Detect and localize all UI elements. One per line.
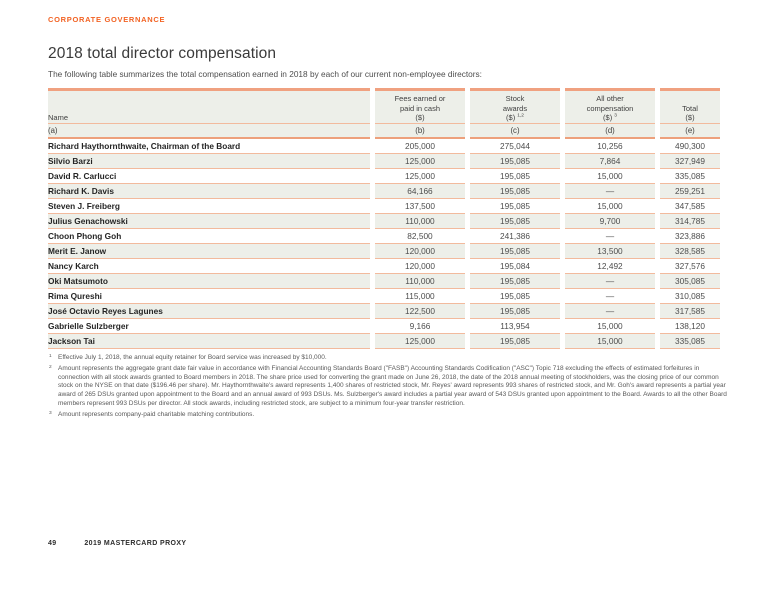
other-cell: 7,864 [565,154,655,169]
table-row [48,289,720,304]
table-row [48,334,720,349]
table-row [48,304,720,319]
total-cell: 327,949 [660,154,720,169]
col-letter-fees: (b) [375,124,465,139]
stock-cell: 195,085 [470,304,560,319]
total-cell: 317,585 [660,304,720,319]
footnote [48,354,732,363]
other-cell: — [565,274,655,289]
director-name-cell: Rima Qureshi [48,289,370,304]
footnote [48,411,732,420]
director-name-cell: Merit E. Janow [48,244,370,259]
stock-cell: 195,085 [470,334,560,349]
other-cell: 12,492 [565,259,655,274]
total-cell: 138,120 [660,319,720,334]
section-eyebrow: CORPORATE GOVERNANCE [48,15,166,24]
col-letter-name: (a) [48,124,370,139]
footnotes-section [48,354,732,422]
col-letter-other: (d) [565,124,655,139]
table-row [48,274,720,289]
stock-cell: 241,386 [470,229,560,244]
fees-cell: 137,500 [375,199,465,214]
table-row [48,229,720,244]
stock-cell: 195,085 [470,274,560,289]
table-row [48,139,720,154]
page-title: 2018 total director compensation [48,45,277,62]
fees-cell: 125,000 [375,154,465,169]
footnote-number: 1 [49,354,52,359]
stock-cell: 195,084 [470,259,560,274]
table-row [48,184,720,199]
col-header-name: Name [48,88,370,124]
fees-cell: 110,000 [375,214,465,229]
director-name-cell: Julius Genachowski [48,214,370,229]
director-name-cell: Jackson Tai [48,334,370,349]
director-name-cell: José Octavio Reyes Lagunes [48,304,370,319]
director-name-cell: Choon Phong Goh [48,229,370,244]
header-letter-row [48,124,720,139]
fees-cell: 125,000 [375,334,465,349]
footnote-number: 2 [49,364,52,370]
stock-cell: 195,085 [470,214,560,229]
total-cell: 310,085 [660,289,720,304]
director-name-cell: Richard K. Davis [48,184,370,199]
fees-cell: 9,166 [375,319,465,334]
other-cell: — [565,304,655,319]
total-cell: 327,576 [660,259,720,274]
table-row [48,319,720,334]
footnote [48,365,732,409]
stock-cell: 275,044 [470,139,560,154]
total-cell: 335,085 [660,334,720,349]
col-header-stock: Stock awards ($) $^{1,2}$ [470,88,560,124]
fees-cell: 125,000 [375,169,465,184]
director-name-cell: Gabrielle Sulzberger [48,319,370,334]
fees-cell: 122,500 [375,304,465,319]
table-row [48,154,720,169]
stock-cell: 195,085 [470,289,560,304]
total-cell: 490,300 [660,139,720,154]
stock-cell: 195,085 [470,184,560,199]
other-cell: 15,000 [565,169,655,184]
total-cell: 259,251 [660,184,720,199]
other-cell: 13,500 [565,244,655,259]
other-cell: — [565,184,655,199]
table-row [48,214,720,229]
page-number: 49 [48,540,57,547]
table-row [48,199,720,214]
other-cell: 15,000 [565,334,655,349]
stock-cell: 195,085 [470,199,560,214]
footnote-text: Amount represents company-paid charitable matching contributions. [58,410,255,418]
compensation-table [43,88,725,349]
fees-cell: 64,166 [375,184,465,199]
director-name-cell: Oki Matsumoto [48,274,370,289]
other-cell: 10,256 [565,139,655,154]
other-cell: 15,000 [565,319,655,334]
director-name-cell: Steven J. Freiberg [48,199,370,214]
fees-cell: 115,000 [375,289,465,304]
col-letter-stock: (c) [470,124,560,139]
director-name-cell: David R. Carlucci [48,169,370,184]
fees-cell: 82,500 [375,229,465,244]
table-head [48,88,720,139]
fees-cell: 120,000 [375,259,465,274]
table-row [48,244,720,259]
other-cell: 9,700 [565,214,655,229]
total-cell: 335,085 [660,169,720,184]
other-cell: — [565,289,655,304]
table-row [48,259,720,274]
col-header-other: All other compensation ($) $^3$ [565,88,655,124]
page-subtitle: The following table summarizes the total compensation earned in 2018 by each of our current non-employee directors: [48,69,482,79]
stock-cell: 195,085 [470,154,560,169]
header-row [48,88,720,124]
total-cell: 328,585 [660,244,720,259]
stock-cell: 195,085 [470,169,560,184]
total-cell: 314,785 [660,214,720,229]
fees-cell: 110,000 [375,274,465,289]
total-cell: 323,886 [660,229,720,244]
stock-cell: 195,085 [470,244,560,259]
table-body [48,139,720,349]
other-cell: — [565,229,655,244]
fees-cell: 205,000 [375,139,465,154]
other-cell: 15,000 [565,199,655,214]
total-cell: 305,085 [660,274,720,289]
page-footer [48,540,187,547]
table-row [48,169,720,184]
footnote-text: Effective July 1, 2018, the annual equity retainer for Board service was increased by $10,000. [58,354,327,361]
footnote-number: 3 [49,410,52,416]
col-letter-total: (e) [660,124,720,139]
footer-label: 2019 MASTERCARD PROXY [84,540,187,547]
footnote-text: Amount represents the aggregate grant date fair value in accordance with Financial Accounting Standards Board ("FASB") Accounting Standards Codification ("ASC") Topic 718 excluding the effects of estimated forfeitures in connection with all stock awards granted to Board members in 2018. The share price used for converting the grant made on June 26, 2018, the date of the 2018 annual meeting of stockholders, was the closing price of our common stock on the NYSE on that date ($196.46 per share). Mr. Haythornthwaite's award represents 1,400 shares of restricted stock, Mr. Reyes' award represents 993 shares of restricted stock, and Mr. Goh's award represents a partial year award of 265 DSUs granted upon appointment to the Board and an annual award of 993 DSUs. Ms. Sulzberger's award includes a partial year award of 543 DSUs granted upon appointment to the Board. Awards to all the other Board members represent 993 DSUs per director. All stock awards, including restricted stock, are subject to a minimum four-year transfer restriction. [58,364,727,407]
total-cell: 347,585 [660,199,720,214]
director-name-cell: Silvio Barzi [48,154,370,169]
col-header-total: Total ($) [660,88,720,124]
fees-cell: 120,000 [375,244,465,259]
director-name-cell: Nancy Karch [48,259,370,274]
col-header-fees: Fees earned or paid in cash ($) [375,88,465,124]
stock-cell: 113,954 [470,319,560,334]
director-name-cell: Richard Haythornthwaite, Chairman of the Board [48,139,370,154]
